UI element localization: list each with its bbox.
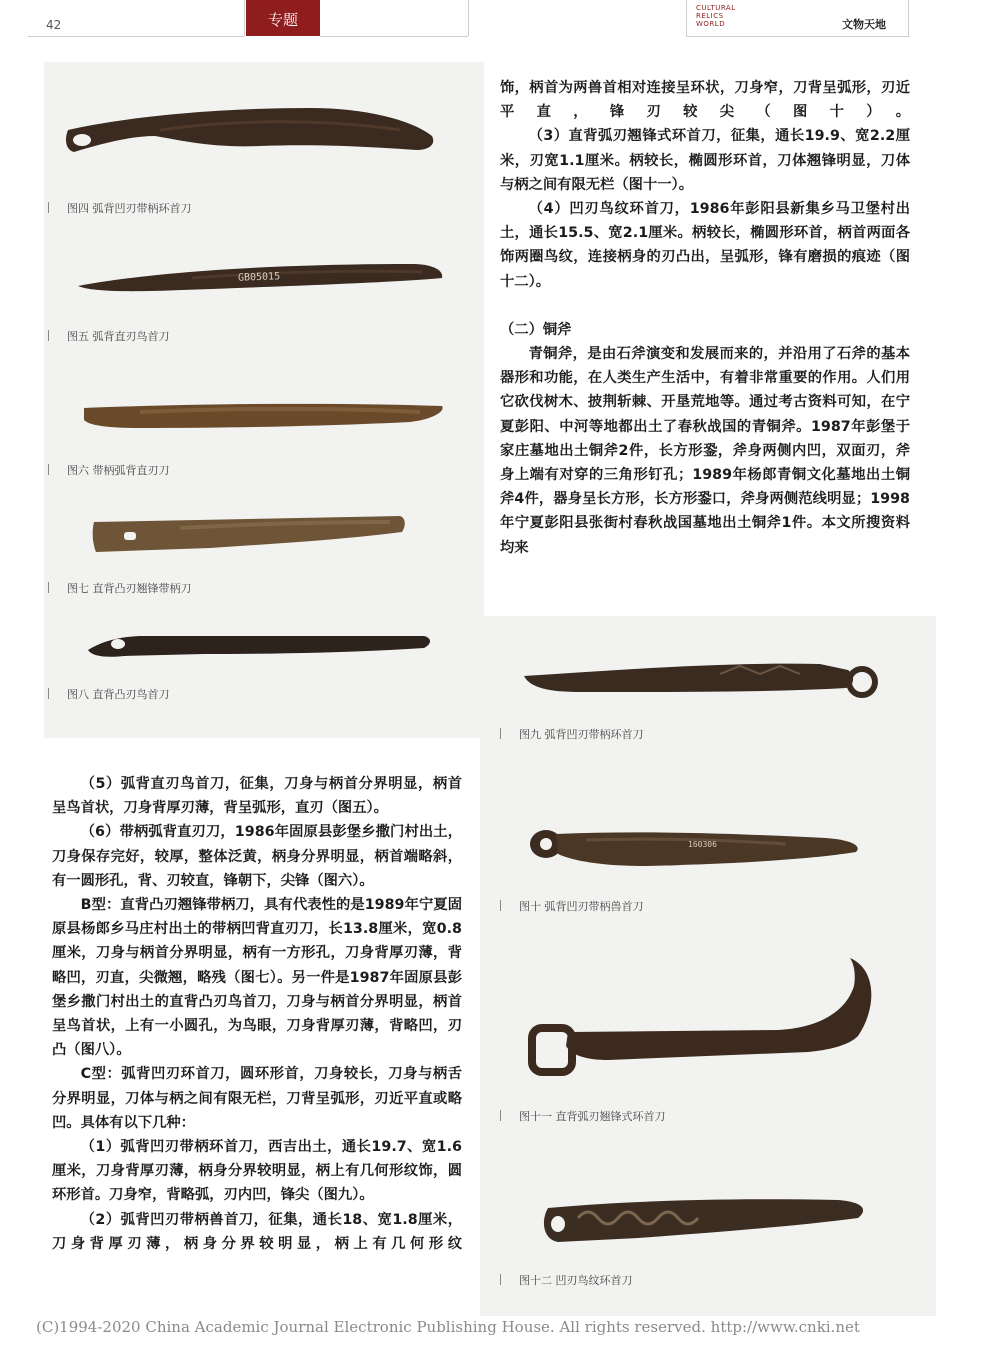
- knife-photo-fig8: [84, 626, 436, 666]
- knife-photo-fig11: [528, 950, 892, 1084]
- header-divider: [908, 0, 909, 36]
- paragraph: （2）弧背凹刃带柄兽首刀，征集，通长18、宽1.8厘米，刀身背厚刃薄，柄身分界较明显，柄上有几何形纹: [52, 1211, 462, 1252]
- right-column-text: [500, 76, 910, 560]
- header-rule-mid: [320, 36, 468, 37]
- knife-photo-fig12: [538, 1192, 872, 1252]
- specimen-label: GB05015: [237, 271, 281, 284]
- caption-fig12: 图十二 凹刃鸟纹环首刀: [500, 1272, 633, 1288]
- knife-photo-fig4: [60, 100, 440, 162]
- caption-fig4: 图四 弧背凹刃带柄环首刀: [48, 200, 192, 216]
- caption-fig8: 图八 直背凸刃鸟首刀: [48, 686, 170, 702]
- page-number: 42: [46, 18, 62, 32]
- caption-fig7: 图七 直背凸刃翘锋带柄刀: [48, 580, 192, 596]
- journal-chinese-name: 文物天地: [842, 18, 886, 31]
- caption-fig11: 图十一 直背弧刃翘锋式环首刀: [500, 1108, 666, 1124]
- knife-photo-fig9: [520, 652, 882, 704]
- caption-fig5: 图五 弧背直刃鸟首刀: [48, 328, 170, 344]
- paragraph: C型：弧背凹刃环首刀，圆环形首，刀身较长，刀身与柄舌分界明显，刀体与柄之间有限无栏，刀背呈弧形，刃近平直或略凹。具体有以下几种：: [52, 1066, 462, 1131]
- left-column-text: [52, 772, 462, 1256]
- header-divider: [468, 0, 469, 36]
- section-heading: （二）铜斧: [500, 321, 572, 338]
- header-rule-right: [686, 36, 910, 37]
- knife-photo-fig7: [90, 510, 410, 558]
- section-tab: 专题: [246, 0, 320, 36]
- paragraph: 青铜斧，是由石斧演变和发展而来的，并沿用了石斧的基本器形和功能，在人类生产生活中，有着非常重要的作用。人们用它砍伐树木、披荆斩棘、开垦荒地等。通过考古资料可知，在宁夏彭阳、中河等地都出土了春秋战国的青铜斧。1987年彭堡于家庄墓地出土铜斧2件，长方形銎，斧身两侧内凹，双面刃，斧身上端有对穿的三角形钉孔；1989年杨郎青铜文化墓地出土铜斧4件，器身呈长方形，长方形銎口，斧身两侧范线明显；1998年宁夏彭阳县张街村春秋战国墓地出土铜斧1件。本文所搜资料均来: [500, 346, 910, 556]
- journal-english-name: CULTURAL RELICS WORLD: [696, 4, 736, 28]
- header-divider: [686, 0, 687, 36]
- knife-photo-fig6: [80, 398, 448, 434]
- paragraph: （6）带柄弧背直刃刀，1986年固原县彭堡乡撒门村出土，刀身保存完好，较厚，整体泛黄，柄身分界明显，柄首端略斜，有一圆形孔，背、刃较直，锋朝下，尖锋（图六）。: [52, 824, 462, 889]
- caption-fig10: 图十 弧背凹刃带柄兽首刀: [500, 898, 644, 914]
- paragraph: （4）凹刃鸟纹环首刀，1986年彭阳县新集乡马卫堡村出土，通长15.5、宽2.1厘米。柄较长，椭圆形环首，柄首两面各饰两圈鸟纹，连接柄身的刃凸出，呈弧形，锋有磨损的痕迹（图十二）。: [500, 201, 910, 290]
- paragraph: 饰，柄首为两兽首相对连接呈环状，刀身窄，刀背呈弧形，刃近平直，锋刃较尖（图十）。: [500, 80, 910, 121]
- caption-fig6: 图六 带柄弧背直刃刀: [48, 462, 170, 478]
- header-rule-left: [28, 36, 244, 37]
- paragraph: （1）弧背凹刃带柄环首刀，西吉出土，通长19.7、宽1.6厘米，刀身背厚刃薄，柄身分界较明显，柄上有几何形纹饰，圆环形首。刀身窄，背略弧，刃内凹，锋尖（图九）。: [52, 1139, 462, 1204]
- specimen-label: 160306: [688, 840, 717, 849]
- header-divider: [244, 0, 245, 36]
- paragraph: （5）弧背直刃鸟首刀，征集，刀身与柄首分界明显，柄首呈鸟首状，刀身背厚刃薄，背呈弧形，直刃（图五）。: [52, 776, 462, 817]
- copyright-footer: (C)1994-2020 China Academic Journal Electronic Publishing House. All rights reserved. http://www.cnki.net: [36, 1318, 860, 1336]
- caption-fig9: 图九 弧背凹刃带柄环首刀: [500, 726, 644, 742]
- paragraph: B型：直背凸刃翘锋带柄刀，具有代表性的是1989年宁夏固原县杨郎乡马庄村出土的带柄凹背直刃刀，长13.8厘米，宽0.8厘米，刀身与柄首分界明显，柄有一方形孔，刀身背厚刃薄，背略凹，刃直，尖微翘，略残（图七）。另一件是1987年固原县彭堡乡撒门村出土的直背凸刃鸟首刀，刀身与柄首分界明显，柄首呈鸟首状，上有一小圆孔，为鸟眼，刀身背厚刃薄，背略凹，刃凸（图八）。: [52, 897, 462, 1059]
- paragraph: （3）直背弧刃翘锋式环首刀，征集，通长19.9、宽2.2厘米，刃宽1.1厘米。柄较长，椭圆形环首，刀体翘锋明显，刀体与柄之间有限无栏（图十一）。: [500, 128, 910, 193]
